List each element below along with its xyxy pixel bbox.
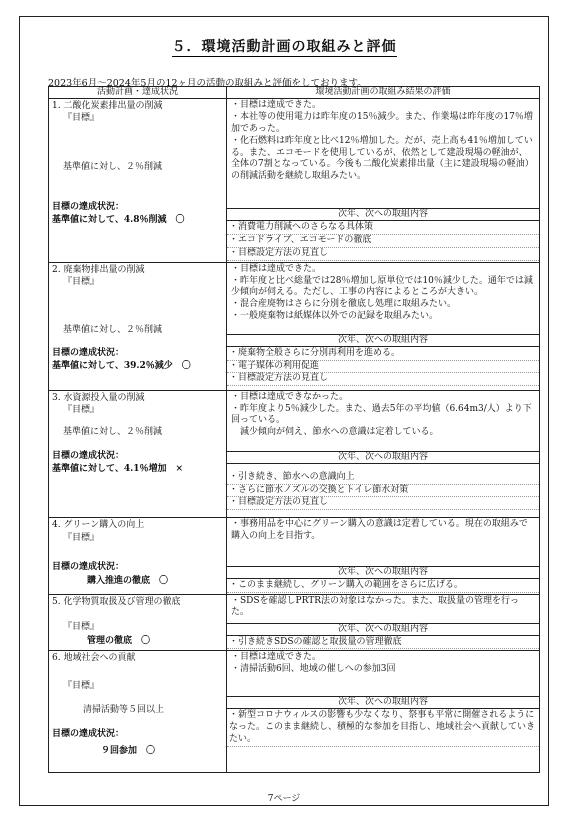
- plan-heading: 3. 水資源投入量の削減: [52, 392, 145, 403]
- evaluation-cell: [227, 99, 540, 263]
- evaluation-cell: [227, 262, 540, 390]
- next-item: ・廃棄物全般さらに分別再利用を進める。: [227, 348, 539, 361]
- table-row: [49, 262, 540, 390]
- table-row: [49, 99, 540, 263]
- plan-cell: [49, 594, 227, 651]
- target-text: 基準値に対し、２％削減: [63, 162, 163, 172]
- target-label: 『目標』: [63, 621, 100, 632]
- next-item: ・エコドライブ、エコモードの徹底: [227, 235, 539, 248]
- table-row: [49, 594, 540, 651]
- next-item: ・目標設定方法の見直し: [227, 497, 539, 510]
- header-right: 環境活動計画の取組み結果の評価: [227, 87, 540, 99]
- evaluation-cell: [227, 594, 540, 651]
- next-item: ・引き続き、節水への意識向上: [227, 472, 539, 485]
- plan-heading: 1. 二酸化炭素排出量の削減: [52, 101, 163, 111]
- table-header: [49, 87, 540, 99]
- next-label: 次年、次への取組内容: [227, 334, 539, 347]
- status-text: 基準値に対して、4.1％増加 ×: [52, 463, 184, 474]
- result-item: ・昨年度より5％減少した。また、過去5年の平均値（6.64m3/人）より下回っている。: [231, 403, 532, 426]
- result-item: ・目標は達成できなかった。: [231, 391, 349, 402]
- next-item: ・目標設定方法の見直し: [227, 373, 539, 386]
- target-label: 『目標』: [63, 404, 100, 415]
- intro-text: 2023年6月～2024年5月の12ヶ月の活動の取組みと評価をしております。: [48, 78, 367, 89]
- result-item: ・SDSを確認しPRTR法の対象はなかった。また、取扱量の管理を行った。: [231, 595, 520, 618]
- table-row: [49, 651, 540, 773]
- evaluation-cell: [227, 390, 540, 517]
- next-item: ・このまま継続し、グリーン購入の範囲をさらに広げる。: [227, 580, 539, 593]
- status-label: 目標の達成状況：: [52, 729, 125, 740]
- next-label: 次年、次への取組内容: [227, 623, 539, 636]
- status-text: 基準値に対して、39.2％減少 〇: [52, 360, 191, 371]
- plan-heading: 5. 化学物質取扱及び管理の徹底: [52, 596, 181, 607]
- plan-cell: [49, 651, 227, 773]
- result-item: 減少傾向が伺え、節水への意識は定着している。: [231, 427, 439, 438]
- page-number: 7ページ: [267, 794, 301, 804]
- plan-heading: 2. 廃棄物排出量の削減: [52, 264, 145, 275]
- result-item: ・目標は達成できた。: [231, 263, 322, 274]
- plan-heading: 6. 地域社会への貢献: [52, 653, 136, 664]
- target-text: 清掃活動等５回以上: [83, 705, 165, 716]
- evaluation-cell: [227, 517, 540, 594]
- target-label: 『目標』: [63, 681, 100, 692]
- result-item: ・清掃活動6回、地域の催しへの参加3回: [231, 664, 396, 675]
- status-text: 購入推進の徹底 〇: [87, 575, 169, 586]
- plan-cell: [49, 390, 227, 517]
- target-label: 『目標』: [63, 532, 100, 543]
- next-label: 次年、次への取組内容: [227, 451, 539, 464]
- plan-cell: [49, 99, 227, 263]
- next-item: ・目標設定方法の見直し: [227, 248, 539, 261]
- table-row: [49, 390, 540, 517]
- target-label: 『目標』: [63, 276, 100, 287]
- status-label: 目標の達成状況：: [52, 450, 125, 461]
- target-text: 基準値に対し、２％削減: [63, 324, 163, 335]
- result-item: ・昨年度と比べ総量では28％増加し原単位では10％減少した。通年では減少傾向が伺える。ただし、工事の内容によるところが大きい。: [231, 275, 533, 298]
- plan-cell: [49, 517, 227, 594]
- page-title: ５．環境活動計画の取組みと評価: [171, 39, 397, 55]
- status-text: ９回参加 〇: [101, 746, 156, 757]
- status-label: 目標の達成状況：: [52, 202, 125, 212]
- next-item: ・新型コロナウィルスの影響も少なくなり、祭事も平常に開催されるようになった。このまま継続し、積極的な参加を目指し、地域社会へ貢献していきたい。: [227, 710, 539, 747]
- plan-heading: 4. グリーン購入の向上: [52, 519, 145, 530]
- result-item: ・目標は達成できた。: [231, 652, 322, 663]
- evaluation-cell: [227, 651, 540, 773]
- header-left: 活動計画・達成状況: [49, 87, 227, 99]
- result-item: ・一般廃棄物は紙媒体以外での記録を取組みたい。: [231, 311, 439, 322]
- next-label: 次年、次への取組内容: [227, 566, 539, 579]
- status-text: 管理の徹底 〇: [87, 635, 151, 646]
- next-item: ・消費電力削減へのさらなる具体策: [227, 222, 539, 235]
- result-item: ・本社等の使用電力は昨年度の15％減少。また、作業場は昨年度の17％増加であった。: [231, 111, 533, 134]
- result-item: ・目標は達成できた。: [231, 100, 322, 110]
- next-item: ・引き続きSDSの確認と取扱量の管理徹底: [227, 637, 539, 650]
- next-item: ・さらに節水ノズルの交換とトイレ節水対策: [227, 485, 539, 498]
- activity-table: [48, 86, 540, 773]
- status-text: 基準値に対して、4.8％削減 〇: [52, 215, 185, 225]
- status-label: 目標の達成状況：: [52, 561, 125, 572]
- plan-cell: [49, 262, 227, 390]
- status-label: 目標の達成状況：: [52, 347, 125, 358]
- target-label: 『目標』: [63, 113, 100, 123]
- result-item: ・化石燃料は昨年度と比べ12％増加した。だが、売上高も41％増加している。また、エコモードを使用しているが、依然として建設現場の軽油が、全体の7割となっている。今後も二酸化炭素排出量（主に建設現場の軽油）の削減活動を継続し取組みたい。: [231, 135, 534, 182]
- target-text: 基準値に対し、２％削減: [63, 426, 163, 437]
- next-label: 次年、次への取組内容: [227, 208, 539, 221]
- result-item: ・混合産廃物はさらに分別を徹底し処理に取組みたい。: [231, 299, 457, 310]
- table-row: [49, 517, 540, 594]
- next-label: 次年、次への取組内容: [227, 696, 539, 709]
- next-item: ・電子媒体の利用促進: [227, 361, 539, 374]
- result-item: ・事務用品を中心にグリーン購入の意識は定着している。現在の取組みで購入の向上を目指す。: [231, 518, 528, 541]
